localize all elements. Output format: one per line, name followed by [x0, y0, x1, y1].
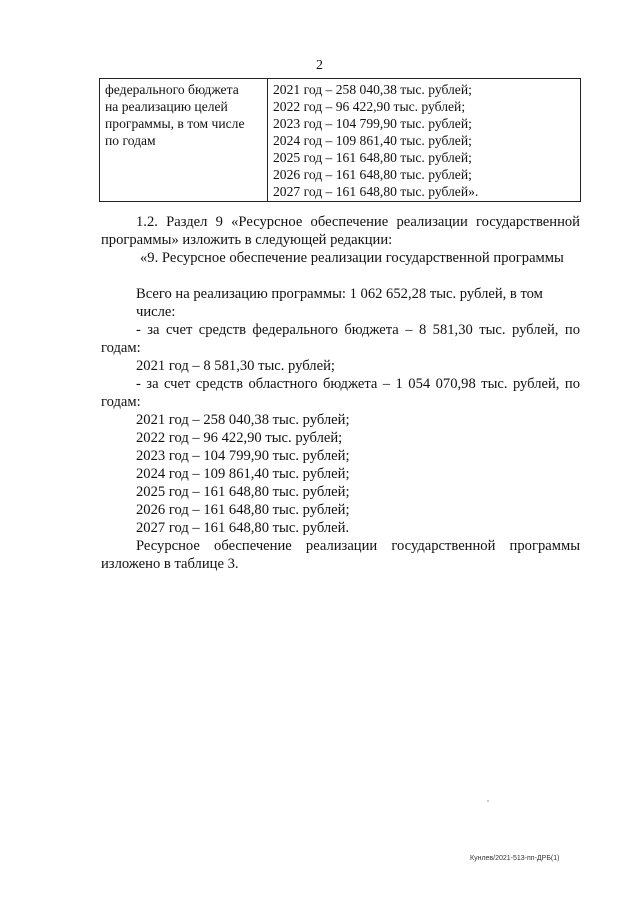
intro-line: 1.2. Раздел 9 «Ресурсное обеспечение реализации государственной — [136, 214, 580, 230]
regional-year-line: 2026 год – 161 648,80 тыс. рублей; — [136, 502, 350, 518]
table-year-line: 2023 год – 104 799,90 тыс. рублей; — [273, 116, 472, 131]
regional-year-line: 2027 год – 161 648,80 тыс. рублей. — [136, 520, 350, 536]
closing-line: изложено в таблице 3. — [101, 556, 239, 572]
federal-funding-line: - за счет средств федерального бюджета – 8 581,30 тыс. рублей, по — [136, 322, 580, 338]
regional-year-line: 2023 год – 104 799,90 тыс. рублей; — [136, 448, 350, 464]
page-number: 2 — [316, 58, 323, 73]
table-left-line: федерального бюджета — [105, 82, 239, 97]
funding-body — [101, 285, 580, 573]
table-left-line: на реализацию целей — [105, 99, 228, 114]
table-left-line: по годам — [105, 133, 156, 148]
table-year-line: 2026 год – 161 648,80 тыс. рублей; — [273, 167, 472, 182]
federal-funding-line: годам: — [101, 340, 141, 356]
regional-year-line: 2021 год – 258 040,38 тыс. рублей; — [136, 412, 350, 428]
intro-line: программы» изложить в следующей редакции: — [101, 232, 393, 248]
table-year-line: 2025 год – 161 648,80 тыс. рублей; — [273, 150, 472, 165]
regional-year-line: 2022 год – 96 422,90 тыс. рублей; — [136, 430, 343, 446]
section-intro — [101, 213, 580, 267]
scan-speck — [487, 800, 489, 802]
table-left-line: программы, в том числе — [105, 116, 245, 131]
table-cell-years — [268, 79, 581, 202]
federal-year-line: 2021 год – 8 581,30 тыс. рублей; — [136, 358, 335, 374]
closing-line: Ресурсное обеспечение реализации государственной программы — [136, 538, 580, 554]
table-cell-description — [100, 79, 268, 202]
regional-year-line: 2025 год – 161 648,80 тыс. рублей; — [136, 484, 350, 500]
table-year-line: 2027 год – 161 648,80 тыс. рублей». — [273, 184, 479, 199]
table-row — [100, 79, 581, 202]
budget-table — [99, 78, 581, 202]
table-year-line: 2024 год – 109 861,40 тыс. рублей; — [273, 133, 472, 148]
regional-funding-line: годам: — [101, 394, 141, 410]
footer-document-code: Кунлев/2021-513-пп-ДРБ(1) — [470, 855, 560, 862]
section-heading: «9. Ресурсное обеспечение реализации государственной программы — [140, 250, 564, 266]
regional-year-line: 2024 год – 109 861,40 тыс. рублей; — [136, 466, 350, 482]
table-year-line: 2021 год – 258 040,38 тыс. рублей; — [273, 82, 472, 97]
total-funding-line: Всего на реализацию программы: 1 062 652,28 тыс. рублей, в том числе: — [136, 286, 543, 320]
regional-funding-line: - за счет средств областного бюджета – 1 054 070,98 тыс. рублей, по — [136, 376, 580, 392]
table-year-line: 2022 год – 96 422,90 тыс. рублей; — [273, 99, 466, 114]
